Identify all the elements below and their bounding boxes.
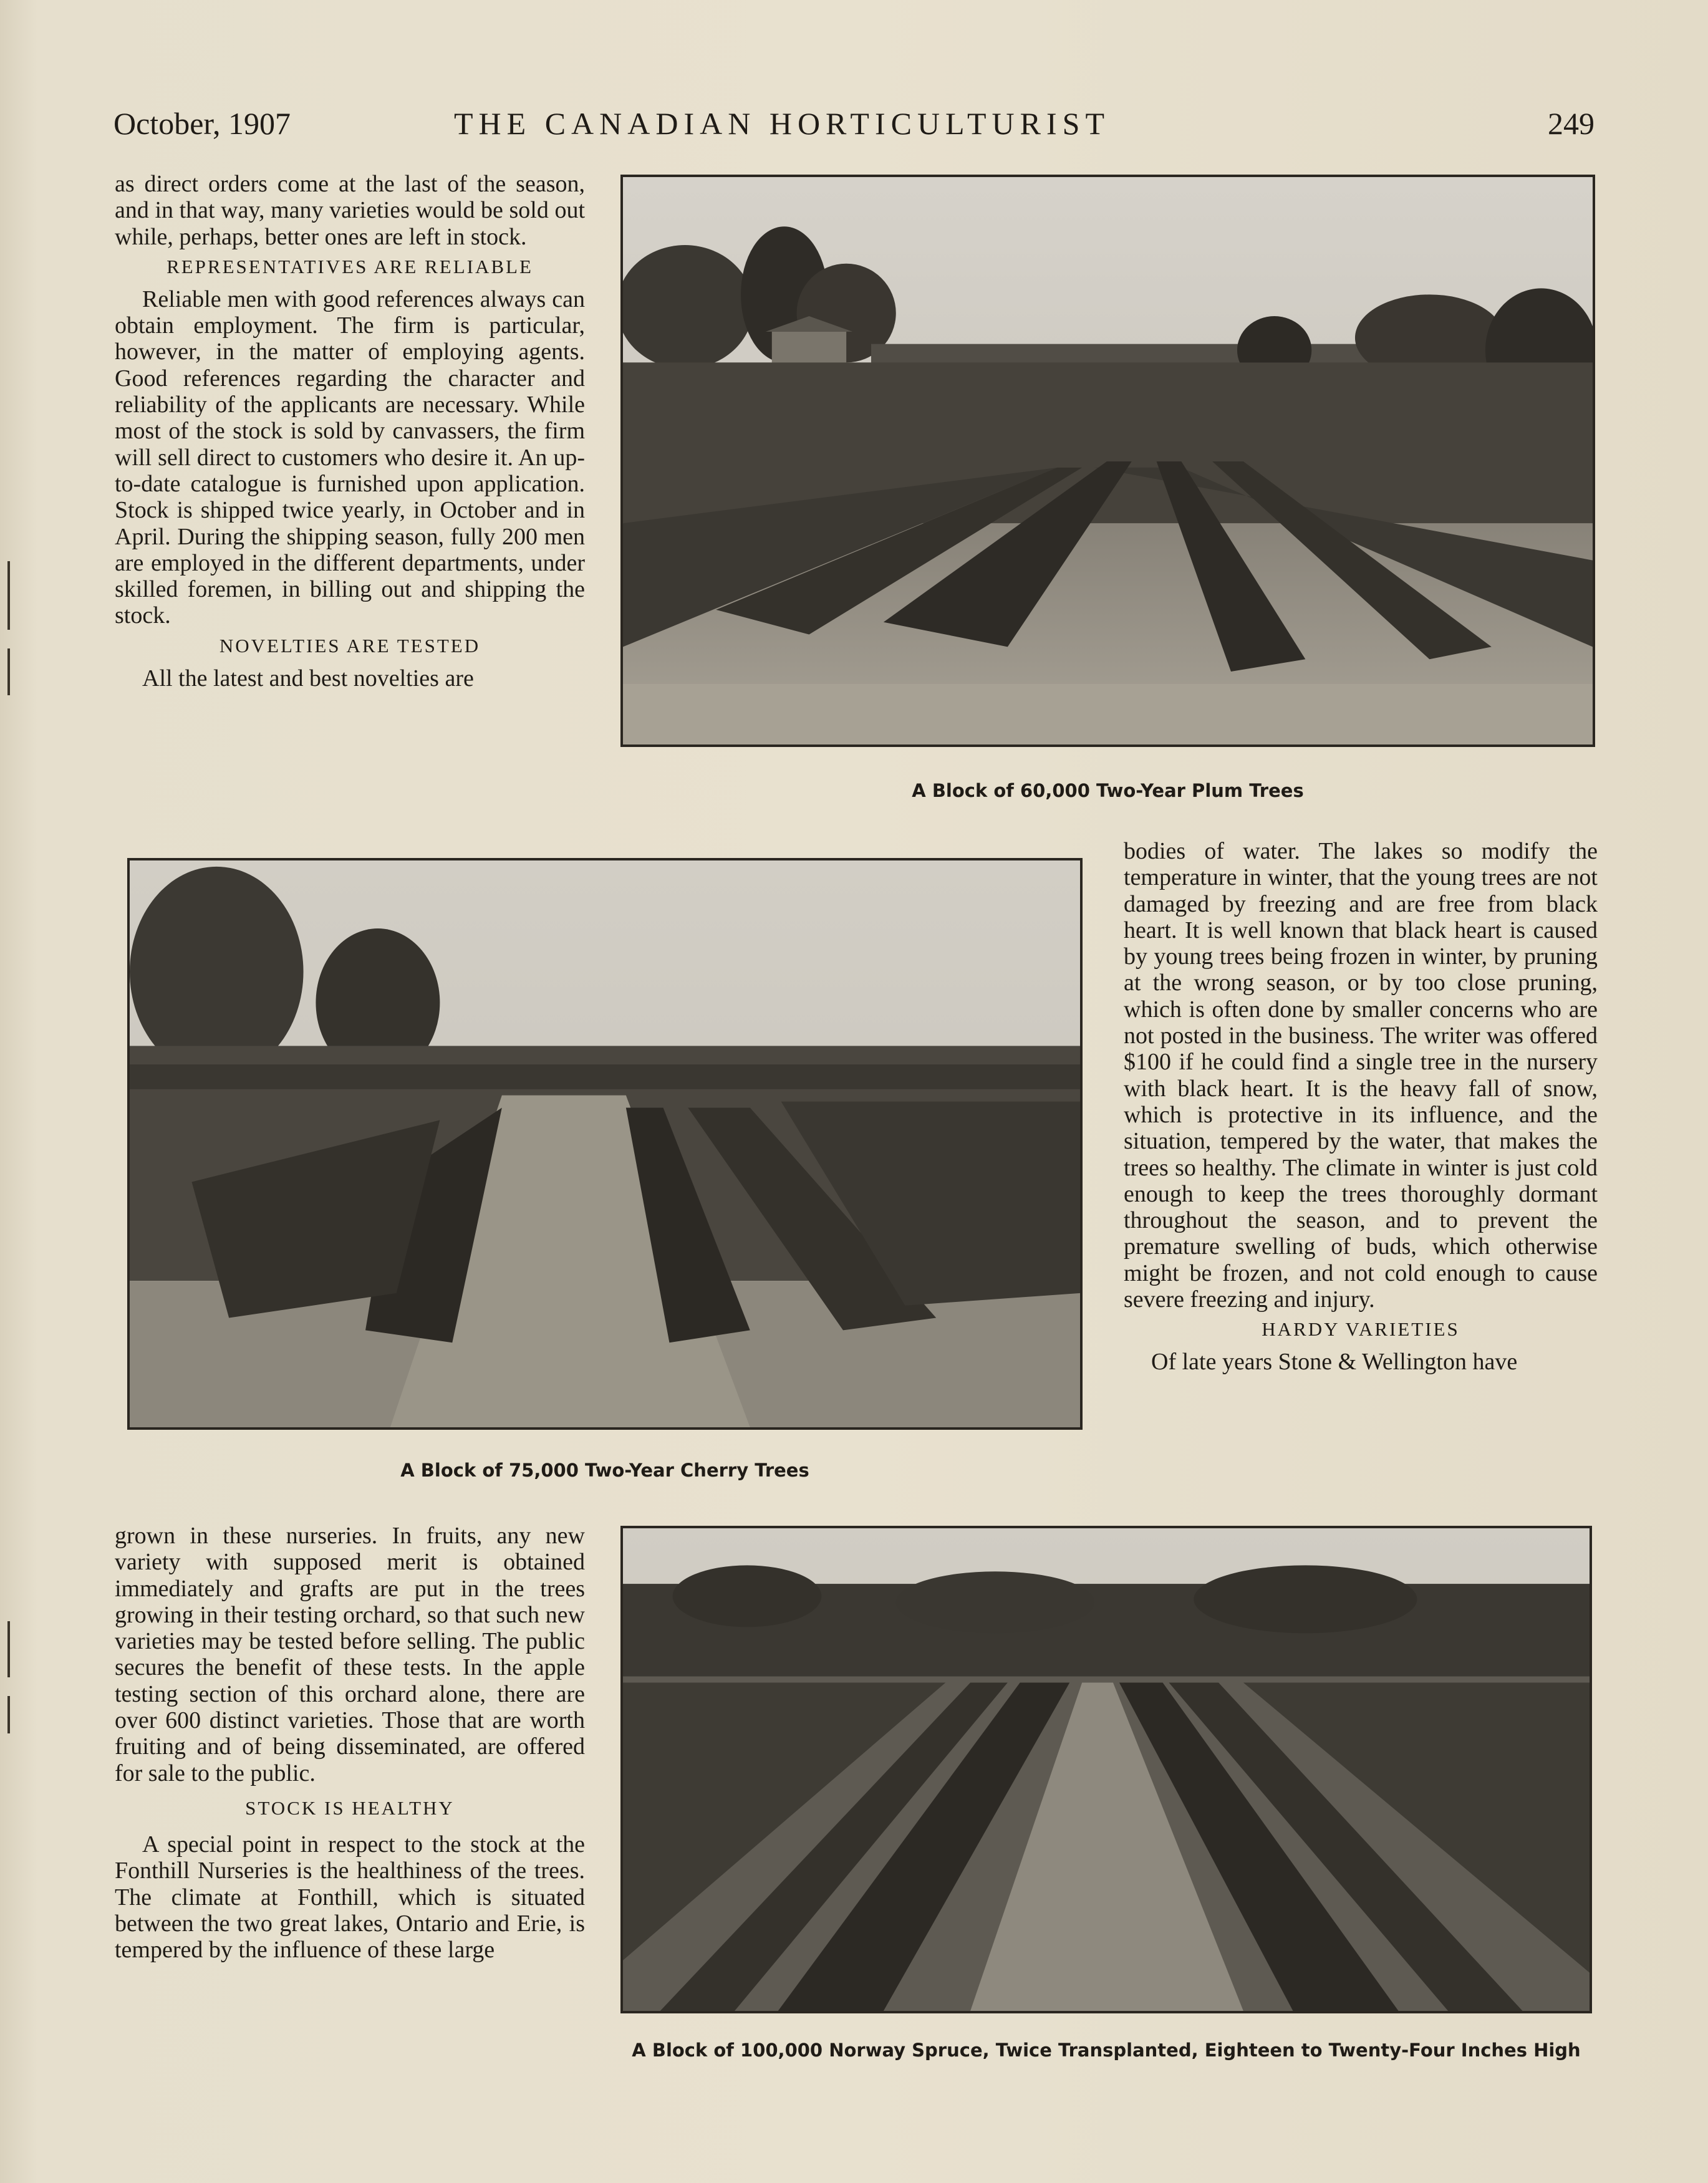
left-edge-mark: [7, 1696, 10, 1733]
plum-orchard-illustration: [623, 177, 1593, 745]
photo-norway-spruce: [620, 1526, 1592, 2013]
spruce-nursery-illustration: [623, 1528, 1590, 2011]
caption-cherry-trees: A Block of 75,000 Two-Year Cherry Trees: [400, 1460, 809, 1481]
photo-plum-trees: [620, 175, 1595, 747]
caption-plum-trees: A Block of 60,000 Two-Year Plum Trees: [912, 780, 1304, 801]
cherry-orchard-illustration: [130, 860, 1080, 1427]
subheading-hardy-varieties: HARDY VARIETIES: [1262, 1318, 1460, 1341]
caption-norway-spruce: A Block of 100,000 Norway Spruce, Twice Transplanted, Eighteen to Twenty-Four Inches High: [632, 2040, 1581, 2061]
left-edge-mark: [7, 561, 10, 630]
left-edge-mark: [7, 1621, 10, 1677]
paragraph: grown in these nurseries. In fruits, any new variety with supposed merit is obtained immediately and grafts are put in the trees growing in their testing orchard, so that such new varieties may be tested before selling. The public secures the benefit of these tests. In the apple testing section of this orchard alone, there are over 600 distinct varieties. Those that are worth fruiting and of being disseminated, are offered for sale to the public.: [115, 1523, 585, 1786]
paragraph: Of late years Stone & Wellington have: [1151, 1349, 1518, 1376]
issue-date: October, 1907: [113, 106, 291, 141]
text-column-middle-right: [1124, 838, 1598, 1376]
left-edge-mark: [7, 648, 10, 695]
subheading-novelties: NOVELTIES ARE TESTED: [219, 634, 481, 657]
paragraph: bodies of water. The lakes so modify the temperature in winter, that the young trees are not damaged by freezing and are free from black heart. It is well known that black heart is caused by young trees being frozen in winter, by pruning at the wrong season, or by too close pruning, which is often done by smaller concerns who are not posted in the business. The writer was offered $100 if he could find a single tree in the nursery with black heart. It is the heavy fall of snow, which is protective in its influence, and the situation, tempered by the water, that makes the trees so healthy. The climate in winter is just cold enough to keep the trees thoroughly dormant throughout the season, and to prevent the premature swelling of buds, which otherwise might be frozen, and not cold enough to cause severe freezing and injury.: [1124, 838, 1598, 1313]
magazine-title: THE CANADIAN HORTICULTURIST: [454, 106, 1111, 141]
paragraph: Reliable men with good references always can obtain employment. The firm is particular, however, in the matter of employing agents. Good references regarding the character and reliability of the applicants are necessary. While most of the stock is sold by canvassers, the firm will sell direct to customers who desire it. An up-to-date catalogue is furnished upon application. Stock is shipped twice yearly, in October and in April. During the shipping season, fully 200 men are employed in the different departments, under skilled foremen, in billing out and shipping the stock.: [115, 286, 585, 629]
text-column-bottom-left: [115, 1523, 585, 1963]
subheading-representatives: REPRESENTATIVES ARE RELIABLE: [166, 255, 533, 277]
paragraph: All the latest and best novelties are: [142, 665, 474, 692]
page-number: 249: [1548, 106, 1595, 141]
text-column-top-left: [115, 171, 585, 692]
subheading-stock-healthy: STOCK IS HEALTHY: [245, 1796, 455, 1819]
paragraph: as direct orders come at the last of the season, and in that way, many varieties would be sold out while, perhaps, better ones are left in stock.: [115, 171, 585, 250]
paragraph: A special point in respect to the stock at the Fonthill Nurseries is the healthiness of the trees. The climate at Fonthill, which is situated between the two great lakes, Ontario and Erie, is tempered by the influence of these large: [115, 1831, 585, 1964]
photo-cherry-trees: [127, 858, 1083, 1430]
